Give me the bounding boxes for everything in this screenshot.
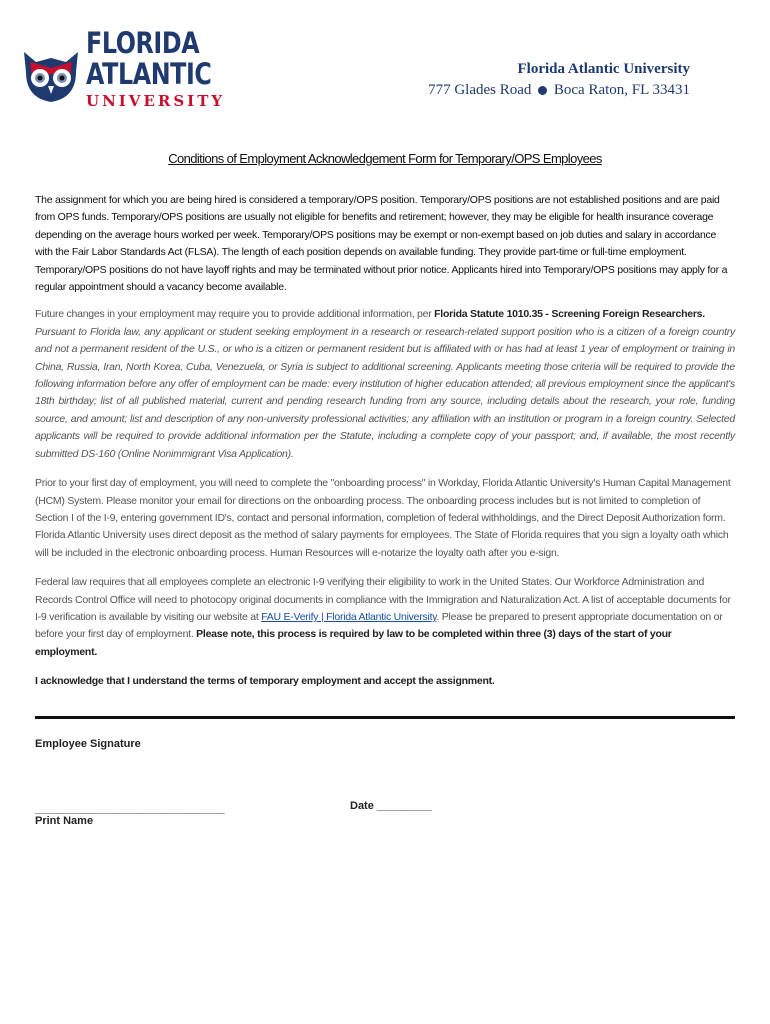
statute-reference: Florida Statute 1010.35 - Screening Foreign Researchers. [434, 308, 705, 321]
paragraph-i9 [35, 574, 735, 661]
owl-icon [20, 42, 82, 104]
paragraph-statute [35, 306, 735, 323]
date-field[interactable]: Date _________ [350, 800, 432, 812]
form-body [35, 192, 735, 687]
university-name: Florida Atlantic University [517, 61, 690, 77]
fau-everify-link[interactable]: FAU E-Verify | Florida Atlantic University [261, 610, 437, 623]
street-address: 777 Glades Road [428, 82, 532, 98]
city-address: Boca Raton, FL 33431 [553, 82, 690, 98]
paragraph-temporary-ops: The assignment for which you are being hired is considered a temporary/OPS position. Temporary/OPS positions are not established positions and are paid from OPS funds. Temporary/OPS positions are usually not eligible for benefits and retirement; however, they may be eligible for health insurance coverage depending on the average hours worked per week. Temporary/OPS positions may be exempt or non-exempt based on job duties and salary in accordance with the Fair Labor Standards Act (FLSA). The length of each position depends on available funding. They provide part-time or full-time employment. Temporary/OPS positions do not have layoff rights and may be terminated without prior notice. Applicants hired into Temporary/OPS positions may apply for a regular appointment should a vacancy become available. [35, 194, 728, 294]
logo-university: UNIVERSITY [86, 92, 226, 110]
print-name-label: Print Name [35, 815, 94, 827]
i9-lead: Federal law requires that all employees complete an electronic I-9 verifying their eligibility to work in the United States. Our Workforce Administration and Records Control Office will need to photocopy original documents in compliance with the Immigration and Naturalization Act. A list of acceptable documents for I-9 verification is available by visiting our website at [35, 576, 731, 623]
paragraph-screening: Pursuant to Florida law, any applicant or student seeking employment in a research or research-related support position who is a citizen of a foreign country and not a permanent resident of the U.S., or who is a citizen or permanent resident but is affiliated with or has had at least 1 year of employment or training in China, Russia, Iran, North Korea, Cuba, Venezuela, or Syria is subject to additional screening. Applicants meeting those criteria will be required to provide the following information before any offer of employment can be made: every institution of higher education attended; all previous employment since the applicant's 18th birthday; list of all published material, current and pending research funding from any source, including details about the research, your role, funding source, and amount; list and description of any non-university professional activities; any affiliation with an institution or program in a foreign country. Selected applicants will be required to provide additional information per the Statute, including a complete copy of your passport; and, if available, the most recently submitted DS-160 (Online Nonimmigrant Visa Application). [35, 325, 735, 460]
print-name-line[interactable]: _______________________________ [35, 803, 225, 815]
i9-deadline-note: Please note, this process is required by law to be completed within three (3) days of the start of your employment. [35, 628, 672, 658]
logo-florida: FLORIDA [86, 26, 200, 60]
bullet-icon [538, 86, 547, 95]
logo-atlantic: ATLANTIC [86, 57, 212, 91]
acknowledgement-statement: I acknowledge that I understand the terms of temporary employment and accept the assignment. [35, 675, 495, 688]
form-title: Conditions of Employment Acknowledgement Form for Temporary/OPS Employees [168, 151, 602, 166]
fau-logo [20, 26, 226, 118]
i9-mid: . Please be prepared to present appropriate documentation on or before your first day of employment. [35, 610, 723, 641]
employee-signature-label: Employee Signature [35, 738, 141, 750]
statute-lead: Future changes in your employment may require you to provide additional information, per [35, 308, 435, 321]
paragraph-onboarding: Prior to your first day of employment, you will need to complete the "onboarding process" in Workday, Florida Atlantic University's Human Capital Management (HCM) System. Please monitor your email for directions on the onboarding process. The onboarding process includes but is not limited to completion of Section I of the I-9, entering government ID's, contact and personal information, completion of federal withholdings, and the Direct Deposit Authorization form. Florida Atlantic University uses direct deposit as the method of salary payments for employees. The State of Florida requires that you sign a loyalty oath which will be included in the electronic onboarding process. Human Resources will e-notarize the loyalty oath after you e-sign. [35, 477, 731, 559]
signature-line[interactable] [35, 716, 735, 719]
university-address [428, 60, 690, 102]
